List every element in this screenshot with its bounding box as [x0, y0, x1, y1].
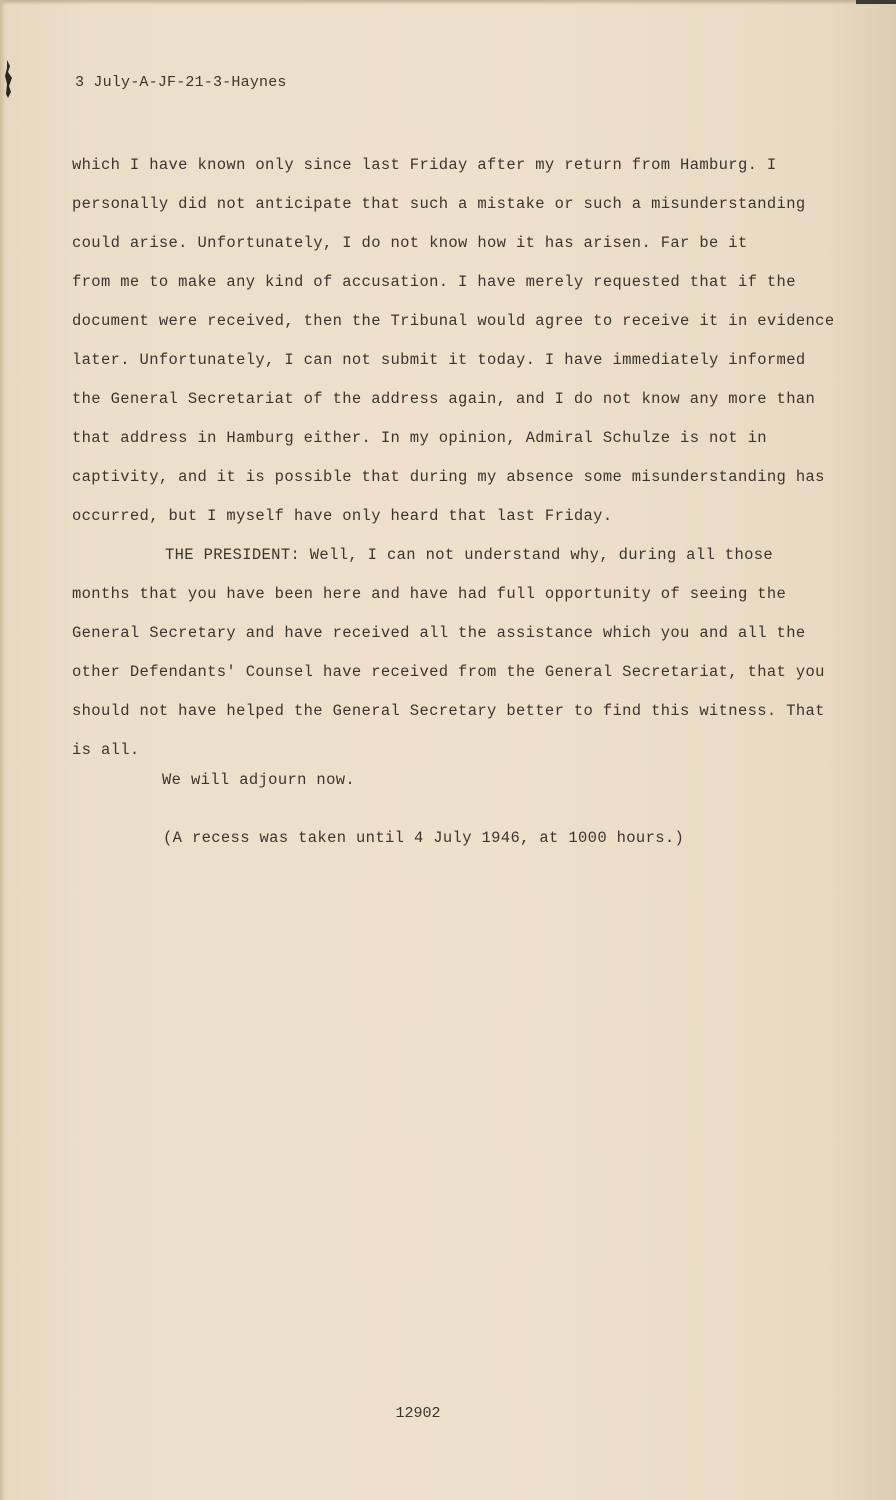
transcript-line: General Secretary and have received all the assistance which you and all the [72, 624, 806, 642]
page-number: 12902 [395, 1405, 441, 1422]
transcript-line: should not have helped the General Secretary better to find this witness. That [72, 702, 825, 720]
transcript-line: occurred, but I myself have only heard that last Friday. [72, 507, 613, 525]
page-header: 3 July-A-JF-21-3-Haynes [75, 74, 287, 91]
transcript-body [72, 150, 852, 774]
transcript-line: that address in Hamburg either. In my opinion, Admiral Schulze is not in [72, 429, 767, 447]
transcript-line: months that you have been here and have had full opportunity of seeing the [72, 585, 787, 603]
transcript-line: from me to make any kind of accusation. I have merely requested that if the [72, 273, 796, 291]
transcript-line: captivity, and it is possible that during my absence some misunderstanding has [72, 468, 825, 486]
speaker-line: THE PRESIDENT: Well, I can not understand why, during all those [165, 546, 774, 564]
paper-left-edge [0, 0, 6, 1500]
transcript-line: later. Unfortunately, I can not submit it today. I have immediately informed [72, 351, 806, 369]
paper-top-edge [0, 0, 896, 5]
transcript-line: other Defendants' Counsel have received from the General Secretariat, that you [72, 663, 825, 681]
transcript-line: personally did not anticipate that such a mistake or such a misunderstanding [72, 195, 806, 213]
binding-mark-icon [4, 58, 14, 100]
transcript-line: is all. [72, 741, 140, 759]
transcript-line: which I have known only since last Friday after my return from Hamburg. I [72, 156, 777, 174]
transcript-line: document were received, then the Tribunal would agree to receive it in evidence [72, 312, 835, 330]
transcript-line: the General Secretariat of the address again, and I do not know any more than [72, 390, 816, 408]
adjourn-statement: We will adjourn now. [162, 771, 356, 789]
paper-corner-shadow [856, 0, 896, 4]
transcript-line: could arise. Unfortunately, I do not know how it has arisen. Far be it [72, 234, 748, 252]
recess-note: (A recess was taken until 4 July 1946, at 1000 hours.) [163, 829, 685, 847]
